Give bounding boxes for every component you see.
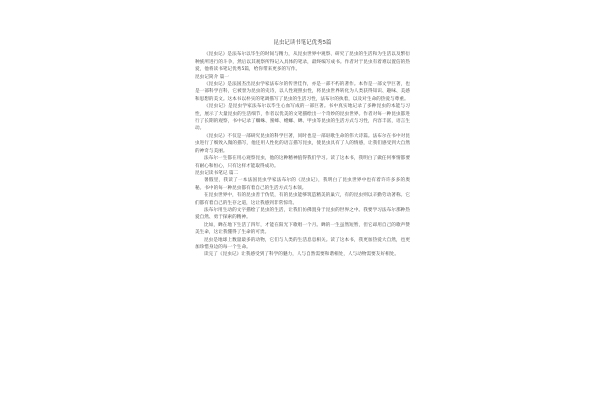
body-paragraph: 《昆虫记》是法布尔以毕生的时间与精力，从昆虫世界中观察、研究了昆虫的生活和为生活以及繁衍种族所进行的斗争，然后以其观察所得记入具体的笔录，最终编写成书。作者对于昆虫有着难以置信的热爱，他将读书笔记优秀5篇，给你带来更多的写作。 (195, 52, 410, 73)
body-paragraph: 昆虫是地球上数量最多的动物，它们与人类的生活息息相关。读了这本书，我更加热爱大自然，也更加珍惜身边的每一个生命。 (195, 237, 410, 250)
body-paragraph: 在昆虫世界中，有的昆虫善于伪装，有的昆虫能够筑造精美的巢穴，有的昆虫则以辛勤劳动著称。它们都有着自己的生存之道，这让我感到非常惊奇。 (195, 193, 410, 206)
section-heading: 昆虫记读书笔记 篇二 (195, 170, 239, 176)
document-title: 昆虫记读书笔记优秀5篇 (273, 40, 332, 46)
body-paragraph: 《昆虫记》是法国杰出昆虫学家法布尔的传世佳作，亦是一部不朽的著作。本作是一部文学巨著，也是一部科学百科，它被誉为昆虫的史诗，以人性观照虫性，将昆虫世界转化为人类获得知识、趣味、美感和思想的美文。这本书以朴实的笔调描写了昆虫的生活习性，法布尔的执着，以及对生命的热爱与尊重。 (195, 82, 410, 102)
document-paragraphs (195, 51, 410, 258)
body-paragraph: 法布尔用生动的文字描绘了昆虫的生活，让我们仿佛置身于昆虫的世界之中。我要学习法布尔那种热爱自然、勇于探索的精神。 (195, 207, 410, 221)
body-paragraph: 《昆虫记》是昆虫学家法布尔以毕生心血写成的一部巨著。书中真实地记录了多种昆虫的本能与习性，展示了大量昆虫的生活细节，作者以优美的文笔描绘出一个奇妙的昆虫世界。作者对每一种昆虫都进行了长期的观察，书中记录了蜘蛛、蜜蜂、螳螂、蝉、甲虫等昆虫的生活方式与习性，内容丰富，语言生动。 (195, 104, 410, 132)
body-paragraph: 比如，蝉在地下生活了四年，才能在阳光下歌唱一个月。蝉的一生虽然短暂，但它却用自己的歌声赞美生命，这让我懂得了生命的可贵。 (195, 222, 410, 236)
section-heading: 昆虫记简介 篇一 (195, 74, 230, 80)
body-paragraph: 《昆虫记》不仅是一部研究昆虫的科学巨著，同时也是一部讴歌生命的伟大诗篇。法布尔在书中对昆虫进行了细致入微的描写，他还用人性化的语言描写昆虫，使昆虫具有了人的情感，让我们感受到大自然的神奇与美丽。 (195, 133, 410, 154)
body-paragraph: 暑假里，我读了一本法国昆虫学家法布尔的《昆虫记》，我明白了昆虫世界中也有着许许多多的奥秘。书中的每一种昆虫都有着自己的生活方式与本领。 (195, 178, 410, 191)
body-paragraph: 读完了《昆虫记》让我感受到了科学的魅力，人与自然需要和谐相处，人与动物需要友好相处。 (204, 252, 400, 258)
document-body (195, 40, 410, 259)
body-paragraph: 法布尔一生都在用心观察昆虫，他的这种精神值得我们学习。读了这本书，我明白了做任何事情都要有耐心和恒心，只有这样才能取得成功。 (195, 156, 410, 169)
